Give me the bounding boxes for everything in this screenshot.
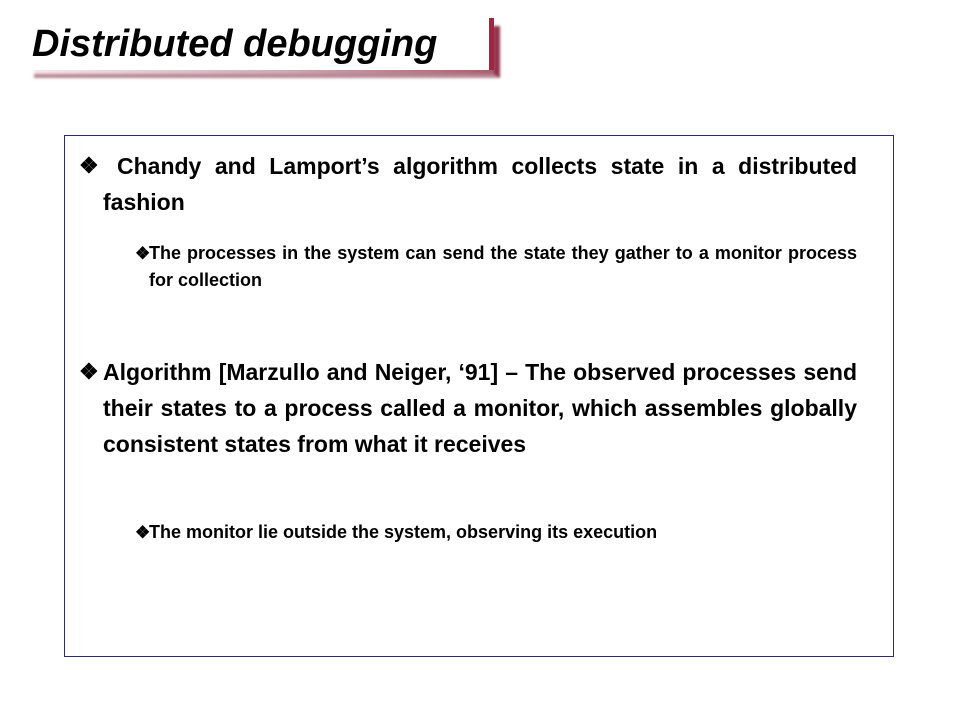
bullet-chandy-lamport <box>79 148 857 220</box>
diamond-bullet-icon: ❖ <box>135 244 151 263</box>
content-frame <box>64 135 894 657</box>
bullet-text: Algorithm [Marzullo and Neiger, ‘91] – The observed processes send their states to a process called a monitor, which assembles globally consistent states from what it receives <box>103 359 857 457</box>
diamond-bullet-icon: ❖ <box>79 153 99 178</box>
bullet-marzullo-neiger <box>79 354 857 462</box>
diamond-bullet-icon: ❖ <box>135 523 151 542</box>
sub-bullet-monitor-outside <box>135 519 857 546</box>
title-box <box>28 18 494 70</box>
bullet-text-content: Chandy and Lamport’s algorithm collects state in a distributed fashion <box>103 153 857 215</box>
sub-bullet-text: The processes in the system can send the state they gather to a monitor process for collection <box>149 243 857 290</box>
sub-bullet-processes-send-state <box>135 240 857 294</box>
sub-bullet-text: The monitor lie outside the system, observing its execution <box>149 522 658 542</box>
diamond-bullet-icon: ❖ <box>79 359 99 384</box>
slide-title-banner <box>28 18 500 80</box>
bullet-text <box>79 148 857 220</box>
slide-title: Distributed debugging <box>32 23 438 65</box>
